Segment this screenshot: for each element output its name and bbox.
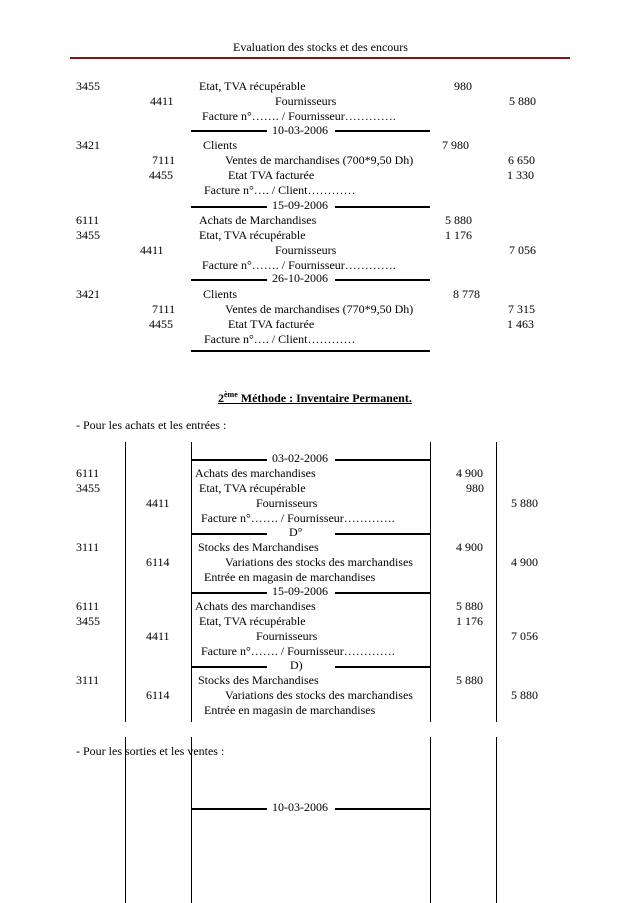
debit-amount: 4 900 (456, 540, 483, 554)
entry-memo: Facture n°…. / Client………… (204, 332, 356, 346)
entry-memo: Facture n°…. / Client………… (204, 183, 356, 197)
date-separator (335, 206, 430, 208)
entry-label: Fournisseurs (256, 629, 318, 643)
acct-credit: 4411 (150, 94, 174, 108)
journal-frame-line (496, 442, 497, 722)
entry-date: 03-02-2006 (272, 451, 328, 465)
acct-debit: 3111 (76, 540, 100, 554)
entry-label: Etat, TVA récupérable (199, 79, 306, 93)
acct-debit: 3455 (76, 228, 100, 242)
acct-credit: 7111 (152, 302, 176, 316)
acct-credit: 6114 (146, 688, 170, 702)
journal-frame-line (496, 737, 497, 903)
entry-date: D° (289, 525, 303, 539)
acct-debit: 6111 (76, 466, 100, 480)
credit-amount: 5 880 (511, 688, 538, 702)
header-rule (70, 57, 570, 59)
date-separator (191, 666, 267, 668)
acct-credit: 4455 (149, 168, 173, 182)
acct-debit: 3421 (76, 138, 100, 152)
entry-label: Etat, TVA récupérable (199, 228, 306, 242)
debit-amount: 4 900 (456, 466, 483, 480)
date-separator (191, 592, 267, 594)
debit-amount: 1 176 (456, 614, 483, 628)
acct-debit: 6111 (76, 213, 100, 227)
entry-label: Ventes de marchandises (770*9,50 Dh) (225, 302, 414, 316)
date-separator (191, 130, 267, 132)
date-separator (335, 533, 430, 535)
entry-memo: Facture n°……. / Fournisseur…………. (201, 644, 395, 658)
credit-amount: 4 900 (511, 555, 538, 569)
entry-label: Stocks des Marchandises (198, 673, 319, 687)
journal-frame-line (430, 737, 431, 903)
credit-amount: 7 056 (511, 629, 538, 643)
entry-date: 15-09-2006 (272, 198, 328, 212)
acct-credit: 4411 (146, 496, 170, 510)
date-separator (191, 533, 267, 535)
credit-amount: 7 056 (509, 243, 536, 257)
entry-memo: Facture n°……. / Fournisseur…………. (202, 109, 396, 123)
date-separator (335, 808, 430, 810)
entry-label: Fournisseurs (256, 496, 318, 510)
entry-label: Variations des stocks des marchandises (225, 688, 413, 702)
debit-amount: 980 (454, 79, 472, 93)
credit-amount: 5 880 (509, 94, 536, 108)
section-title (218, 388, 412, 405)
journal-frame-line (125, 442, 126, 722)
date-separator (335, 130, 430, 132)
entry-label: Fournisseurs (275, 94, 337, 108)
debit-amount: 7 980 (442, 138, 469, 152)
entry-label: Etat, TVA récupérable (199, 481, 306, 495)
date-separator (335, 592, 430, 594)
acct-credit: 4411 (146, 629, 170, 643)
entry-label: Clients (203, 287, 238, 301)
page-header: Evaluation des stocks et des encours (233, 40, 408, 54)
section-title-text: Méthode : Inventaire Permanent. (237, 391, 412, 405)
journal-frame-line (125, 737, 126, 903)
entry-label: Clients (203, 138, 238, 152)
date-separator (335, 666, 430, 668)
debit-amount: 5 880 (456, 599, 483, 613)
debit-amount: 980 (466, 481, 484, 495)
credit-amount: 1 463 (507, 317, 534, 331)
section-title-number: 2 (218, 391, 224, 405)
journal-end-rule (191, 350, 430, 352)
entry-memo: Entrée en magasin de marchandises (204, 703, 376, 717)
entry-label: Etat, TVA récupérable (199, 614, 306, 628)
entry-label: Achats des marchandises (195, 599, 316, 613)
entry-label: Fournisseurs (275, 243, 337, 257)
journal-frame-line (191, 737, 192, 903)
journal-frame-line (191, 442, 192, 722)
entry-label: Achats des marchandises (195, 466, 316, 480)
credit-amount: 1 330 (507, 168, 534, 182)
acct-debit: 6111 (76, 599, 100, 613)
debit-amount: 5 880 (445, 213, 472, 227)
entry-memo: Entrée en magasin de marchandises (204, 570, 376, 584)
entry-date: 15-09-2006 (272, 584, 328, 598)
entry-label: Etat TVA facturée (228, 168, 315, 182)
entry-label: Ventes de marchandises (700*9,50 Dh) (225, 153, 414, 167)
acct-debit: 3421 (76, 287, 100, 301)
acct-credit: 7111 (152, 153, 176, 167)
entry-label: Etat TVA facturée (228, 317, 315, 331)
acct-debit: 3455 (76, 79, 100, 93)
debit-amount: 1 176 (445, 228, 472, 242)
entry-label: Achats de Marchandises (199, 213, 317, 227)
debit-amount: 8 778 (453, 287, 480, 301)
acct-credit: 6114 (146, 555, 170, 569)
entry-date: 10-03-2006 (272, 800, 328, 814)
acct-debit: 3455 (76, 614, 100, 628)
entry-date: 10-03-2006 (272, 123, 328, 137)
entry-label: Stocks des Marchandises (198, 540, 319, 554)
acct-debit: 3111 (76, 673, 100, 687)
entry-label: Variations des stocks des marchandises (225, 555, 413, 569)
acct-credit: 4411 (140, 243, 164, 257)
credit-amount: 6 650 (508, 153, 535, 167)
credit-amount: 5 880 (511, 496, 538, 510)
date-separator (191, 279, 267, 281)
date-separator (191, 206, 267, 208)
intro-sales: - Pour les sorties et les ventes : (76, 744, 225, 758)
acct-credit: 4455 (149, 317, 173, 331)
entry-date: 26-10-2006 (272, 271, 328, 285)
journal-frame-line (430, 442, 431, 722)
entry-date: D) (290, 658, 303, 672)
acct-debit: 3455 (76, 481, 100, 495)
date-separator (335, 459, 430, 461)
credit-amount: 7 315 (508, 302, 535, 316)
entry-memo: Facture n°……. / Fournisseur…………. (202, 258, 396, 272)
date-separator (191, 808, 267, 810)
section-title-superscript: ème (224, 390, 238, 399)
date-separator (191, 459, 267, 461)
date-separator (335, 279, 430, 281)
debit-amount: 5 880 (456, 673, 483, 687)
entry-memo: Facture n°……. / Fournisseur…………. (201, 511, 395, 525)
intro-purchases: - Pour les achats et les entrées : (76, 418, 227, 432)
